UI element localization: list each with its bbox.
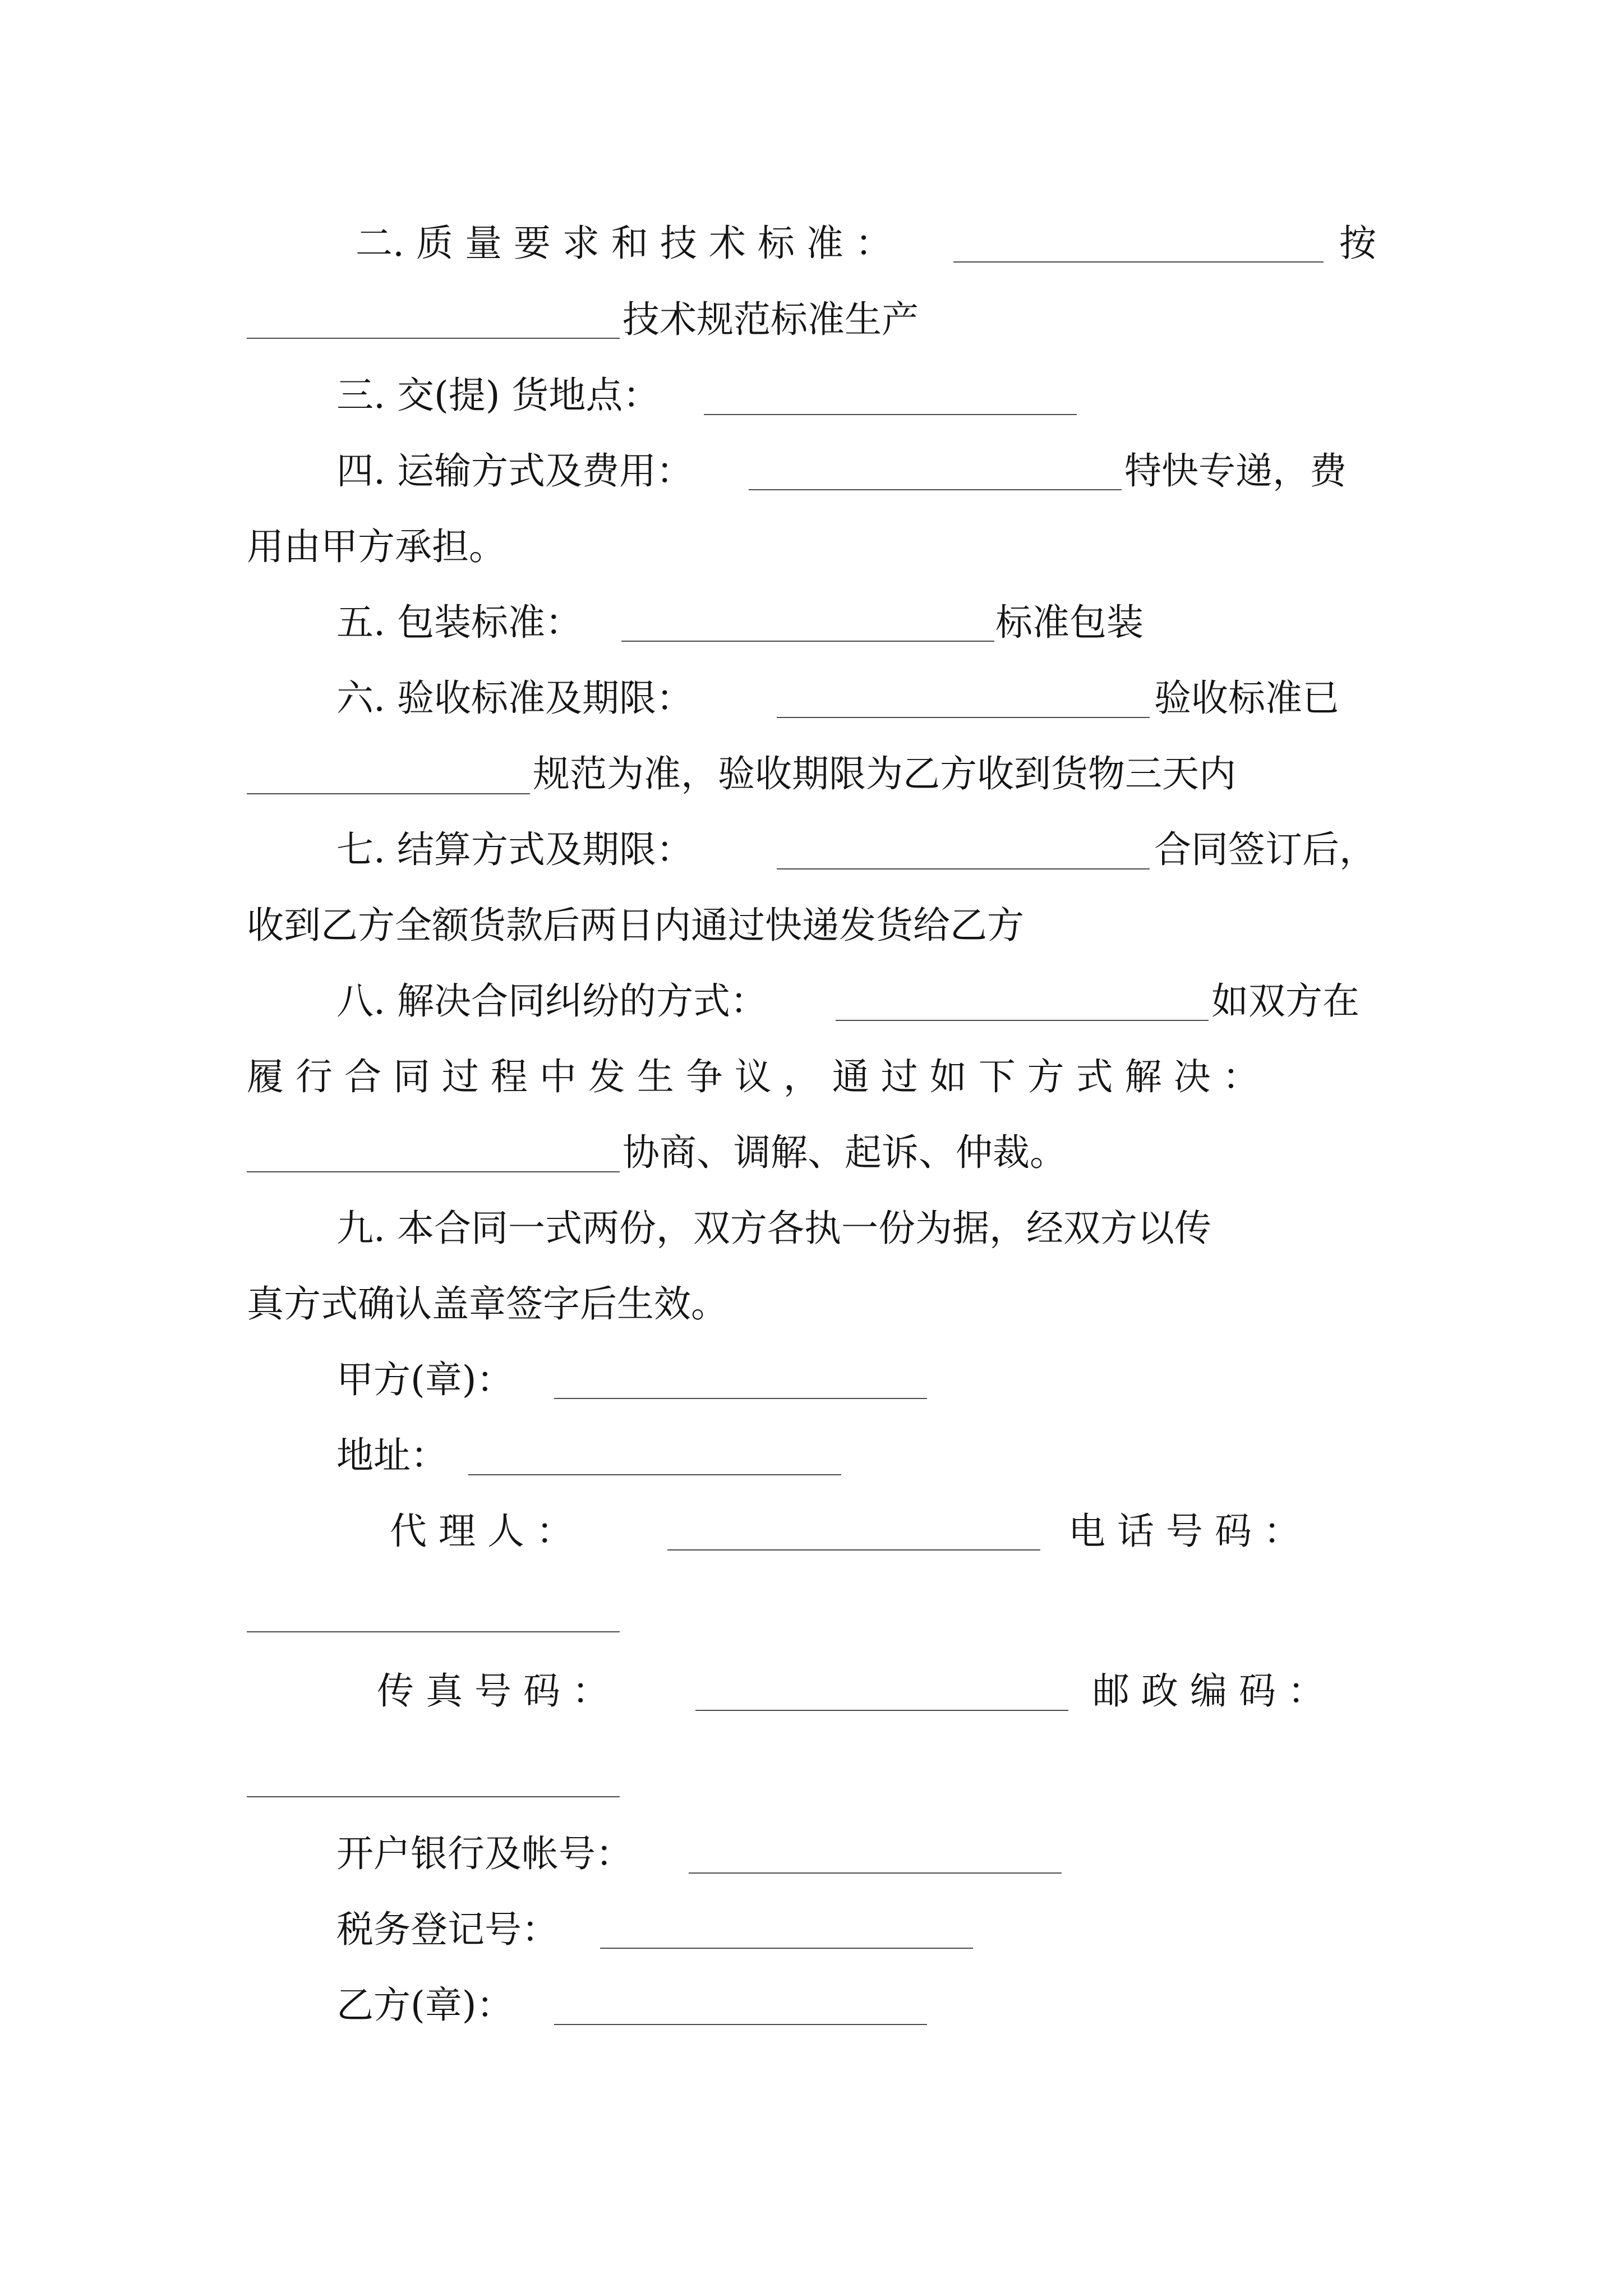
bank-account-blank[interactable] [689,1872,1062,1874]
section-5-label: 五. 包装标准： [336,601,582,644]
address-label: 地址： [336,1434,448,1477]
agent-label: 代 理 人 ： [390,1510,573,1553]
section-8-continuation-2: 协商、调解、起诉、仲裁。 [623,1131,1067,1174]
tax-registration-label: 税务登记号： [336,1908,559,1951]
bank-account-label: 开户银行及帐号： [336,1832,633,1875]
section-7-tail: 合同签订后， [1154,828,1376,871]
party-b-blank[interactable] [554,2024,927,2025]
section-2-label: 二. 质 量 要 求 和 技 术 标 准 ： [356,222,892,265]
section-2-tail: 按 [1339,222,1376,265]
section-9-line-1: 九. 本合同一式两份，双方各执一份为据，经双方以传 [336,1207,1211,1250]
section-2-continuation: 技术规范标准生产 [623,298,919,341]
section-7-continuation: 收到乙方全额货款后两日内通过快递发货给乙方 [247,904,1024,947]
section-6-blank-2[interactable] [247,793,530,794]
party-b-label: 乙方(章)： [336,1984,514,2027]
section-9-line-2: 真方式确认盖章签字后生效。 [247,1282,728,1326]
phone-label: 电 话 号 码 ： [1068,1510,1301,1553]
section-6-tail: 验收标准已 [1154,677,1339,720]
address-blank[interactable] [468,1474,841,1475]
tax-registration-blank[interactable] [600,1948,973,1949]
section-4-blank[interactable] [749,489,1122,490]
section-8-blank-2[interactable] [247,1171,620,1172]
phone-blank[interactable] [247,1631,620,1632]
section-8-continuation-1: 履 行 合 同 过 程 中 发 生 争 议 ， 通 过 如 下 方 式 解 决 ： [247,1055,1260,1098]
section-5-blank[interactable] [621,641,994,642]
section-6-continuation: 规范为准，验收期限为乙方收到货物三天内 [533,752,1236,795]
section-4-tail: 特快专递，费 [1124,449,1347,493]
party-a-label: 甲方(章)： [336,1358,514,1401]
party-a-blank[interactable] [554,1398,927,1399]
section-4-label: 四. 运输方式及费用： [336,449,693,493]
postcode-label: 邮 政 编 码 ： [1092,1669,1325,1713]
section-5-tail: 标准包装 [995,601,1144,644]
section-3-blank[interactable] [704,414,1077,415]
section-8-label: 八. 解决合同纠纷的方式： [336,979,767,1023]
fax-blank[interactable] [695,1710,1068,1711]
agent-blank[interactable] [667,1549,1040,1550]
section-8-tail: 如双方在 [1211,979,1359,1023]
section-7-blank[interactable] [777,868,1150,869]
fax-label: 传 真 号 码 ： [377,1669,609,1713]
postcode-blank[interactable] [247,1796,620,1797]
section-6-label: 六. 验收标准及期限： [336,677,693,720]
section-4-continuation: 用由甲方承担。 [247,525,506,568]
section-7-label: 七. 结算方式及期限： [336,828,693,871]
section-6-blank[interactable] [777,717,1150,718]
section-8-blank[interactable] [836,1020,1209,1021]
section-3-label: 三. 交(提) 货地点： [336,374,660,417]
section-2-blank[interactable] [953,261,1324,263]
section-2-blank-2[interactable] [247,338,620,339]
